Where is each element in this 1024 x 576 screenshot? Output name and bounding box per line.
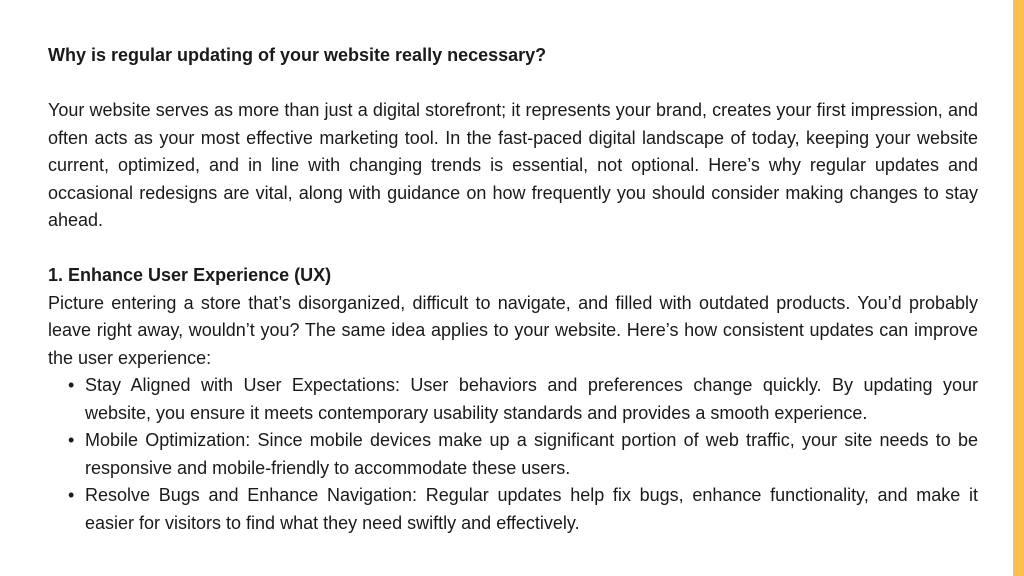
spacer	[48, 70, 978, 98]
bullet-item	[48, 427, 978, 482]
bullet-text: Stay Aligned with User Expectations: User behaviors and preferences change quickly. By updating your website, you ensure it meets contemporary usability standards and provides a smooth experience.	[85, 375, 978, 423]
bullet-text: Resolve Bugs and Enhance Navigation: Regular updates help fix bugs, enhance functionality, and make it easier for visitors to find what they need swiftly and effectively.	[85, 485, 978, 533]
bullet-icon: •	[68, 375, 75, 395]
bullet-icon: •	[68, 430, 75, 450]
page-heading: Why is regular updating of your website really necessary?	[48, 45, 547, 65]
section-title: 1. Enhance User Experience (UX)	[48, 265, 332, 285]
bullet-item	[48, 482, 978, 537]
bullet-icon: •	[68, 485, 75, 505]
accent-bar	[1013, 0, 1024, 576]
intro-paragraph: Your website serves as more than just a digital storefront; it represents your brand, creates your first impression, and often acts as your most effective marketing tool. In the fast-paced digital landscape of today, keeping your website current, optimized, and in line with changing trends is essential, not optional. Here’s why regular updates and occasional redesigns are vital, along with guidance on how frequently you should consider making changes to stay ahead.	[48, 100, 978, 230]
bullet-item	[48, 372, 978, 427]
document-body	[48, 42, 978, 537]
bullet-text: Mobile Optimization: Since mobile devices make up a significant portion of web traffic, your site needs to be responsive and mobile-friendly to accommodate these users.	[85, 430, 978, 478]
spacer	[48, 235, 978, 263]
bullet-list	[48, 372, 978, 537]
section-body: Picture entering a store that’s disorganized, difficult to navigate, and filled with outdated products. You’d probably leave right away, wouldn’t you? The same idea applies to your website. Here’s how consistent updates can improve the user experience:	[48, 292, 978, 368]
